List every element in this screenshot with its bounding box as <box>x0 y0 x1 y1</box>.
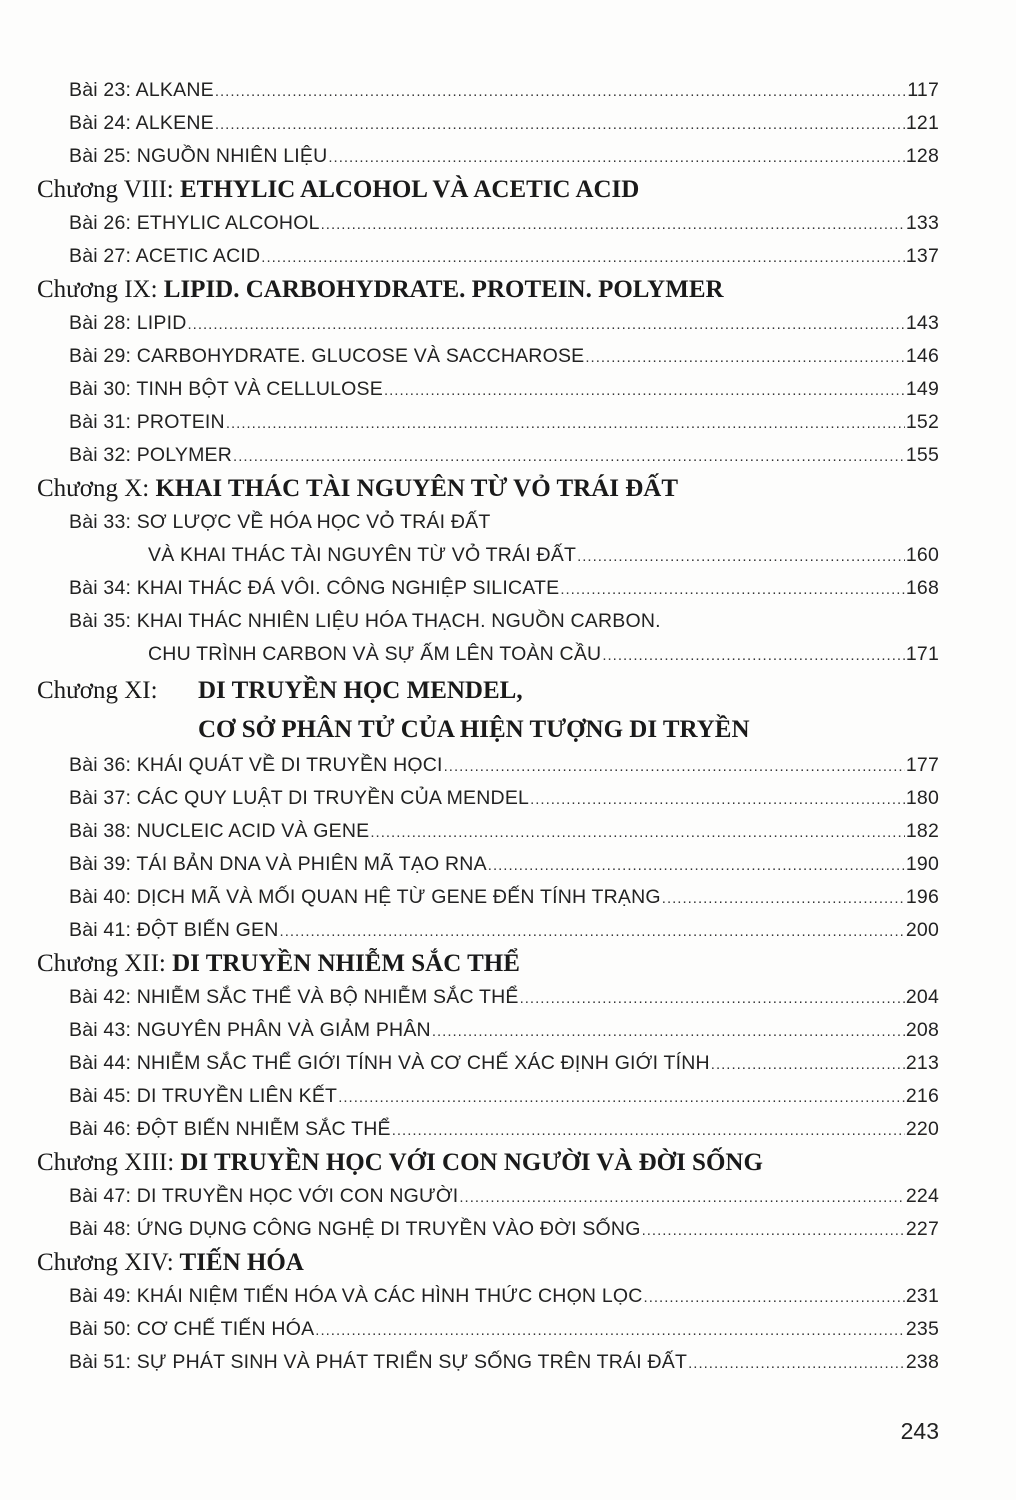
dot-leader <box>215 108 905 141</box>
entry-label: Bài 48: ỨNG DỤNG CÔNG NGHỆ DI TRUYỀN VÀO ĐỜI SỐNG <box>69 1218 641 1240</box>
chapter-heading-xiv[interactable] <box>37 1246 1016 1280</box>
entry-label: Bài 24: ALKENE <box>69 112 214 134</box>
entry-page: 220 <box>905 1118 939 1140</box>
chapter-prefix: Chương XIV: <box>37 1249 174 1276</box>
entry-page: 200 <box>905 919 939 941</box>
entry-page: 182 <box>905 820 939 842</box>
toc-entry[interactable] <box>69 207 939 240</box>
entry-label: Bài 23: ALKANE <box>69 79 214 101</box>
toc-entry[interactable] <box>69 1047 939 1080</box>
page-number: 243 <box>900 1418 939 1444</box>
entry-page: 137 <box>905 245 939 267</box>
entry-label: Bài 49: KHÁI NIỆM TIẾN HÓA VÀ CÁC HÌNH THỨC CHỌN LỌC <box>69 1285 643 1307</box>
entry-page: 238 <box>905 1351 939 1373</box>
chapter-heading-xi[interactable] <box>37 671 1016 749</box>
toc-entry[interactable] <box>69 815 939 848</box>
dot-leader <box>226 407 905 440</box>
entry-label: Bài 51: SỰ PHÁT SINH VÀ PHÁT TRIỂN SỰ SỐNG TRÊN TRÁI ĐẤT <box>69 1351 688 1373</box>
entry-page: 160 <box>905 544 939 566</box>
entry-label: Bài 36: KHÁI QUÁT VỀ DI TRUYỀN HỌCI <box>69 754 443 776</box>
toc-entry[interactable] <box>69 406 939 439</box>
toc-entry[interactable] <box>69 1213 939 1246</box>
entry-label: Bài 26: ETHYLIC ALCOHOL <box>69 212 320 234</box>
dot-leader <box>688 1347 905 1380</box>
chapter-prefix: Chương XII: <box>37 950 166 977</box>
entry-label: Bài 32: POLYMER <box>69 444 233 466</box>
toc-entry[interactable] <box>69 1280 939 1313</box>
toc-entry[interactable] <box>69 848 939 881</box>
toc-entry-line1[interactable]: Bài 35: KHAI THÁC NHIÊN LIỆU HÓA THẠCH. NGUỒN CARBON. <box>69 610 661 632</box>
entry-page: 146 <box>905 345 939 367</box>
dot-leader <box>315 1314 905 1347</box>
dot-leader <box>233 440 905 473</box>
toc-entry-line1[interactable]: Bài 33: SƠ LƯỢC VỀ HÓA HỌC VỎ TRÁI ĐẤT <box>69 511 491 533</box>
dot-leader <box>338 1081 905 1114</box>
chapter-title: ETHYLIC ALCOHOL VÀ ACETIC ACID <box>173 176 640 203</box>
entry-label: Bài 42: NHIỄM SẮC THỂ VÀ BỘ NHIỄM SẮC THỂ <box>69 986 519 1008</box>
chapter-heading-viii[interactable] <box>37 173 1016 207</box>
entry-page: 190 <box>905 853 939 875</box>
entry-label: Bài 44: NHIỄM SẮC THỂ GIỚI TÍNH VÀ CƠ CHẾ XÁC ĐỊNH GIỚI TÍNH <box>69 1052 710 1074</box>
entry-label: Bài 41: ĐỘT BIẾN GEN <box>69 919 279 941</box>
toc-entry[interactable] <box>69 1313 939 1346</box>
dot-leader <box>384 374 905 407</box>
dot-leader <box>711 1048 905 1081</box>
toc-entry[interactable] <box>69 1180 939 1213</box>
dot-leader <box>602 639 905 672</box>
toc-entry[interactable] <box>69 1113 939 1146</box>
entry-page: 227 <box>905 1218 939 1240</box>
toc-entry[interactable] <box>69 1014 939 1047</box>
dot-leader <box>432 1015 905 1048</box>
dot-leader <box>215 75 906 108</box>
dot-leader <box>488 849 905 882</box>
table-of-contents <box>0 74 1016 1379</box>
toc-entry[interactable] <box>69 1346 939 1379</box>
toc-entry[interactable] <box>69 74 939 107</box>
entry-page: 231 <box>905 1285 939 1307</box>
entry-page: 121 <box>905 112 939 134</box>
toc-entry[interactable] <box>69 572 939 605</box>
toc-entry[interactable] <box>69 782 939 815</box>
dot-leader <box>662 882 905 915</box>
chapter-title-line1: DI TRUYỀN HỌC MENDEL, <box>198 677 523 704</box>
chapter-title: DI TRUYỀN HỌC VỚI CON NGƯỜI VÀ ĐỜI SỐNG <box>174 1149 763 1176</box>
entry-label: Bài 37: CÁC QUY LUẬT DI TRUYỀN CỦA MENDEL <box>69 787 530 809</box>
chapter-prefix: Chương XI: <box>37 677 158 704</box>
entry-page: 133 <box>905 212 939 234</box>
chapter-title: TIẾN HÓA <box>173 1249 304 1276</box>
toc-entry[interactable] <box>69 439 939 472</box>
entry-page: 152 <box>905 411 939 433</box>
entry-label: Bài 46: ĐỘT BIẾN NHIỄM SẮC THỂ <box>69 1118 391 1140</box>
toc-entry[interactable] <box>69 981 939 1014</box>
dot-leader <box>392 1114 905 1147</box>
entry-label: Bài 34: KHAI THÁC ĐÁ VÔI. CÔNG NGHIỆP SILICATE <box>69 577 560 599</box>
toc-entry[interactable] <box>69 240 939 273</box>
entry-label: Bài 40: DỊCH MÃ VÀ MỐI QUAN HỆ TỪ GENE ĐẾN TÍNH TRẠNG <box>69 886 661 908</box>
entry-page: 128 <box>905 145 939 167</box>
toc-entry[interactable] <box>69 140 939 173</box>
entry-label: Bài 45: DI TRUYỀN LIÊN KẾT <box>69 1085 338 1107</box>
entry-label: Bài 30: TINH BỘT VÀ CELLULOSE <box>69 378 383 400</box>
dot-leader <box>261 241 905 274</box>
entry-page: 117 <box>907 79 939 101</box>
chapter-heading-xii[interactable] <box>37 947 1016 981</box>
entry-page: 213 <box>905 1052 939 1074</box>
entry-label: Bài 25: NGUỒN NHIÊN LIỆU <box>69 145 328 167</box>
chapter-title: LIPID. CARBOHYDRATE. PROTEIN. POLYMER <box>157 276 724 303</box>
entry-label: Bài 27: ACETIC ACID <box>69 245 261 267</box>
dot-leader <box>644 1281 905 1314</box>
dot-leader <box>188 308 905 341</box>
dot-leader <box>585 341 904 374</box>
dot-leader <box>577 540 905 573</box>
entry-label: VÀ KHAI THÁC TÀI NGUYÊN TỪ VỎ TRÁI ĐẤT <box>148 544 577 566</box>
toc-entry[interactable] <box>148 539 939 572</box>
entry-label: Bài 43: NGUYÊN PHÂN VÀ GIẢM PHÂN <box>69 1019 431 1041</box>
chapter-prefix: Chương VIII: <box>37 176 174 203</box>
entry-label: Bài 50: CƠ CHẾ TIẾN HÓA <box>69 1318 315 1340</box>
entry-page: 235 <box>905 1318 939 1340</box>
entry-label: CHU TRÌNH CARBON VÀ SỰ ẤM LÊN TOÀN CẦU <box>148 643 602 665</box>
toc-entry[interactable] <box>69 373 939 406</box>
dot-leader <box>530 783 905 816</box>
dot-leader <box>370 816 904 849</box>
chapter-title: DI TRUYỀN NHIỄM SẮC THỂ <box>165 950 520 977</box>
dot-leader <box>459 1181 904 1214</box>
chapter-title-line2: CƠ SỞ PHÂN TỬ CỦA HIỆN TƯỢNG DI TRYỀN <box>198 716 750 743</box>
chapter-heading-x[interactable] <box>37 472 1016 506</box>
toc-entry[interactable] <box>69 749 939 782</box>
chapter-prefix: Chương IX: <box>37 276 158 303</box>
toc-entry[interactable] <box>69 881 939 914</box>
entry-page: 143 <box>905 312 939 334</box>
entry-label: Bài 47: DI TRUYỀN HỌC VỚI CON NGƯỜI <box>69 1185 459 1207</box>
chapter-prefix: Chương X: <box>37 475 150 502</box>
chapter-heading-xiii[interactable] <box>37 1146 1016 1180</box>
entry-label: Bài 29: CARBOHYDRATE. GLUCOSE VÀ SACCHAROSE <box>69 345 585 367</box>
entry-page: 180 <box>905 787 939 809</box>
toc-entry[interactable] <box>69 1080 939 1113</box>
dot-leader <box>280 915 905 948</box>
chapter-heading-ix[interactable] <box>37 273 1016 307</box>
dot-leader <box>520 982 905 1015</box>
entry-label: Bài 38: NUCLEIC ACID VÀ GENE <box>69 820 370 842</box>
toc-entry[interactable] <box>69 914 939 947</box>
toc-entry[interactable] <box>148 638 939 671</box>
chapter-prefix: Chương XIII: <box>37 1149 175 1176</box>
dot-leader <box>328 141 904 174</box>
toc-entry[interactable] <box>69 307 939 340</box>
entry-page: 168 <box>905 577 939 599</box>
entry-page: 155 <box>905 444 939 466</box>
chapter-title: KHAI THÁC TÀI NGUYÊN TỪ VỎ TRÁI ĐẤT <box>149 475 679 502</box>
entry-label: Bài 39: TÁI BẢN DNA VÀ PHIÊN MÃ TẠO RNA <box>69 853 487 875</box>
entry-page: 171 <box>905 643 939 665</box>
entry-label: Bài 31: PROTEIN <box>69 411 225 433</box>
dot-leader <box>560 573 905 606</box>
dot-leader <box>642 1214 905 1247</box>
entry-page: 208 <box>905 1019 939 1041</box>
entry-page: 224 <box>905 1185 939 1207</box>
entry-page: 216 <box>905 1085 939 1107</box>
toc-entry[interactable] <box>69 107 939 140</box>
entry-page: 177 <box>905 754 939 776</box>
dot-leader <box>321 208 905 241</box>
entry-page: 196 <box>905 886 939 908</box>
entry-label: Bài 28: LIPID <box>69 312 187 334</box>
entry-page: 204 <box>905 986 939 1008</box>
toc-entry[interactable] <box>69 340 939 373</box>
dot-leader <box>444 750 905 783</box>
entry-page: 149 <box>905 378 939 400</box>
